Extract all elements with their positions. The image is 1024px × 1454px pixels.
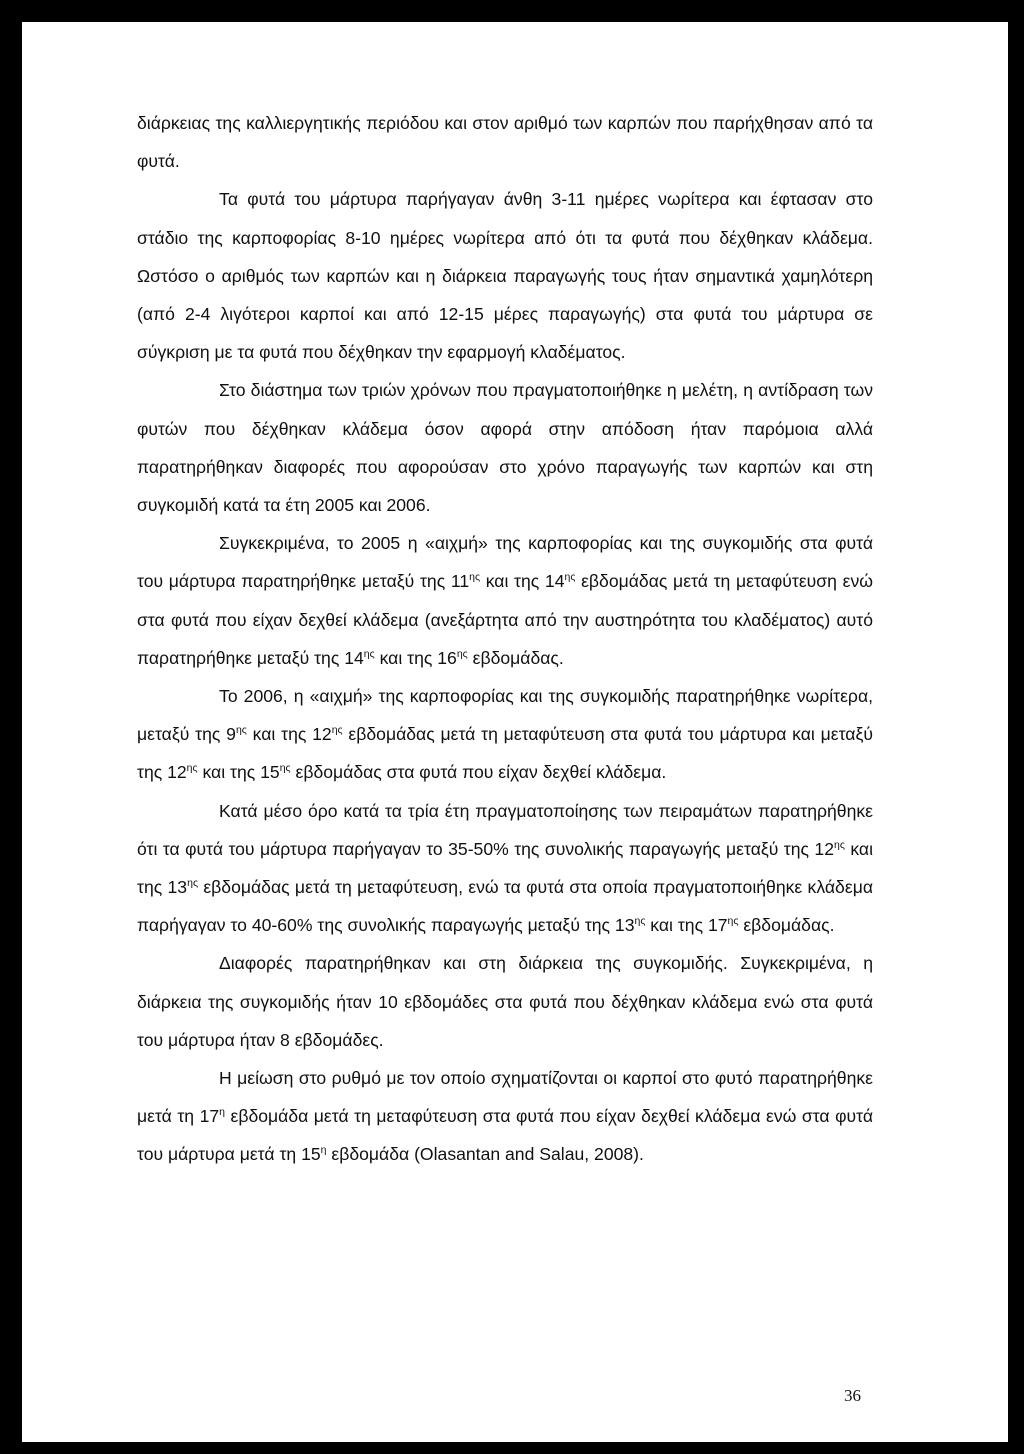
ordinal-superscript: ης — [186, 762, 198, 775]
text-run: εβδομάδας στα φυτά που είχαν δεχθεί κλάδεμα. — [290, 762, 667, 783]
paragraph — [137, 1059, 873, 1174]
text-run: Συγκεκριμένα, το 2005 η «αιχμή» της καρποφορίας και της συγκομιδής στα φυτά του μάρτυρα παρατηρήθηκε μεταξύ της 11 — [137, 533, 873, 592]
ordinal-superscript: ης — [469, 571, 481, 584]
paragraph — [137, 944, 873, 1059]
page-number: 36 — [844, 1386, 861, 1405]
text-run: εβδομάδα μετά τη μεταφύτευση στα φυτά που είχαν δεχθεί κλάδεμα ενώ στα φυτά του μάρτυρα μετά τη 15 — [137, 1106, 873, 1165]
paragraph — [137, 792, 873, 945]
text-run: διάρκειας της καλλιεργητικής περιόδου και στον αριθμό των καρπών που παρήχθησαν από τα φυτά. — [137, 113, 873, 172]
text-run: και της 14 — [480, 571, 565, 592]
text-run: και της 15 — [197, 762, 280, 783]
text-run: Τα φυτά του μάρτυρα παρήγαγαν άνθη 3-11 ημέρες νωρίτερα και έφτασαν στο στάδιο της καρποφορίας 8-10 ημέρες νωρίτερα από ότι τα φυτά που δέχθηκαν κλάδεμα. Ωστόσο ο αριθμός των καρπών και η διάρκεια παραγωγής τους ήταν σημαντικά χαμηλότερη (από 2-4 λιγότεροι καρποί και από 12-15 μέρες παραγωγής) στα φυτά του μάρτυρα σε σύγκριση με τα φυτά που δέχθηκαν την εφαρμογή κλαδέματος. — [137, 189, 873, 363]
text-run: Κατά μέσο όρο κατά τα τρία έτη πραγματοποίησης των πειραμάτων παρατηρήθηκε ότι τα φυτά του μάρτυρα παρήγαγαν το 35-50% της συνολικής παραγωγής μεταξύ της 12 — [137, 800, 873, 859]
paragraph — [137, 104, 873, 180]
paragraph — [137, 180, 873, 371]
text-run: Η μείωση στο ρυθμό με τον οποίο σχηματίζονται οι καρποί στο φυτό παρατηρήθηκε μετά τη 17 — [137, 1068, 873, 1127]
ordinal-superscript: ης — [187, 877, 199, 890]
text-run: εβδομάδας μετά τη μεταφύτευση στα φυτά του μάρτυρα και μεταξύ της 12 — [137, 724, 873, 783]
text-run: εβδομάδας μετά τη μεταφύτευση ενώ στα φυτά που είχαν δεχθεί κλάδεμα (ανεξάρτητα από την αυστηρότητα του κλαδέματος) αυτό παρατηρήθηκε μεταξύ της 14 — [137, 571, 873, 668]
text-run: και της 16 — [374, 647, 457, 668]
body-text — [137, 104, 873, 1174]
ordinal-superscript: ης — [235, 724, 247, 737]
ordinal-superscript: ης — [456, 647, 468, 660]
text-run: εβδομάδα (Olasantan and Salau, 2008). — [326, 1144, 644, 1165]
paragraph — [137, 524, 873, 677]
text-run: εβδομάδας. — [467, 647, 564, 668]
text-run: και της 12 — [246, 724, 332, 745]
ordinal-superscript: ης — [331, 724, 343, 737]
ordinal-superscript: η — [320, 1144, 327, 1157]
text-run: εβδομάδας. — [738, 915, 835, 936]
text-run: Το 2006, η «αιχμή» της καρποφορίας και της συγκομιδής παρατηρήθηκε νωρίτερα, μεταξύ της 9 — [137, 686, 873, 745]
ordinal-superscript: ης — [834, 838, 845, 851]
ordinal-superscript: ης — [634, 915, 646, 928]
text-run: Διαφορές παρατηρήθηκαν και στη διάρκεια της συγκομιδής. Συγκεκριμένα, η διάρκεια της συγκομιδής ήταν 10 εβδομάδες στα φυτά που δέχθηκαν κλάδεμα ενώ στα φυτά του μάρτυρα ήταν 8 εβδομάδες. — [137, 953, 873, 1050]
ordinal-superscript: ης — [564, 571, 576, 584]
text-run: Στο διάστημα των τριών χρόνων που πραγματοποιήθηκε η μελέτη, η αντίδραση των φυτών που δέχθηκαν κλάδεμα όσον αφορά στην απόδοση ήταν παρόμοια αλλά παρατηρήθηκαν διαφορές που αφορούσαν στο χρόνο παραγωγής των καρπών και στη συγκομιδή κατά τα έτη 2005 και 2006. — [137, 380, 873, 516]
text-run: και της 13 — [137, 838, 873, 898]
text-run: εβδομάδας μετά τη μεταφύτευση, ενώ τα φυτά στα οποία πραγματοποιήθηκε κλάδεμα παρήγαγαν το 40-60% της συνολικής παραγωγής μεταξύ της 13 — [137, 877, 874, 936]
paragraph — [137, 371, 873, 524]
ordinal-superscript: ης — [363, 647, 375, 660]
text-run: και της 17 — [645, 915, 728, 936]
paragraph — [137, 677, 873, 792]
ordinal-superscript: ης — [279, 762, 291, 775]
ordinal-superscript: ης — [727, 915, 739, 928]
ordinal-superscript: η — [219, 1106, 225, 1119]
